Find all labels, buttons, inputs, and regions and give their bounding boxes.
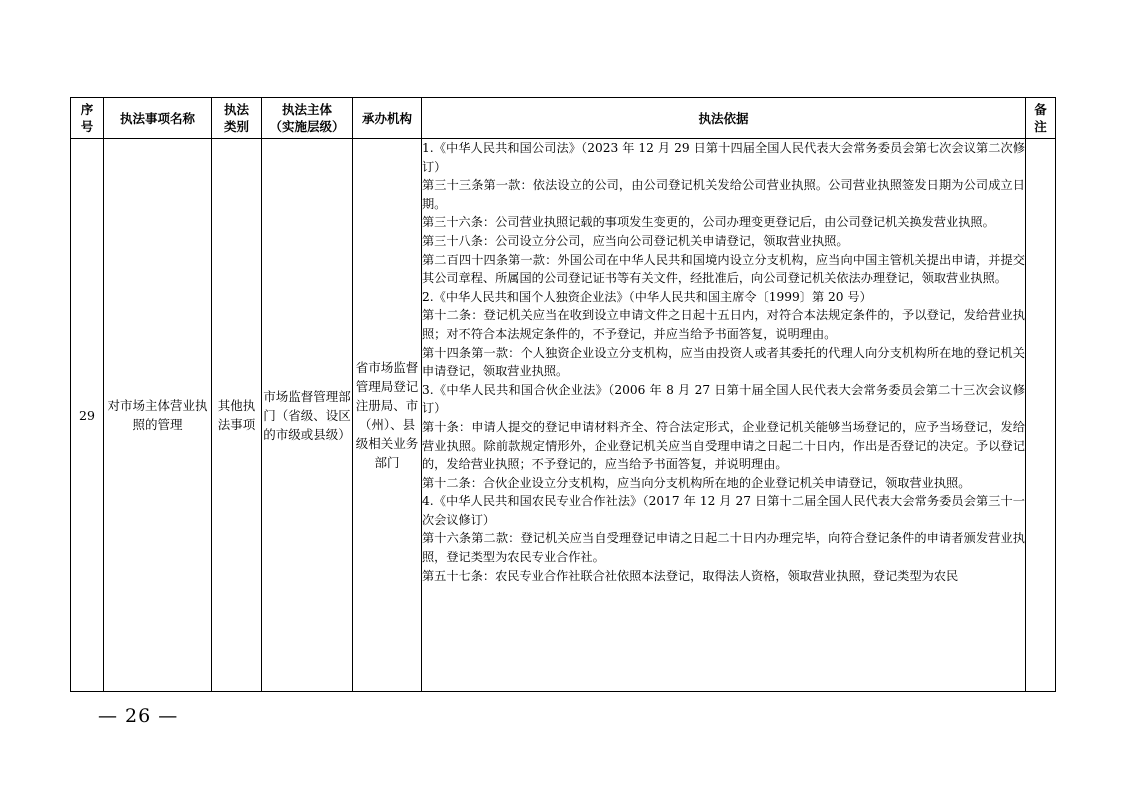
cell-index: 29: [71, 139, 104, 692]
law-clause: 第三十三条第一款：依法设立的公司，由公司登记机关发给公司营业执照。公司营业执照签发日期为公司成立日期。: [422, 178, 1025, 211]
header-row: [71, 98, 1056, 139]
cell-agency: 省市场监督管理局登记注册局、市（州）、县级相关业务部门: [353, 139, 422, 692]
header-subject-main: 执法主体: [281, 102, 332, 117]
law-clause: 第十六条第二款：登记机关应当自受理登记申请之日起二十日内办理完毕，向符合登记条件的申请者颁发营业执照，登记类型为农民专业合作社。: [422, 531, 1025, 565]
header-category: 执法类别: [212, 98, 262, 139]
header-subject: [262, 98, 353, 139]
law-clause: 第十条：申请人提交的登记申请材料齐全、符合法定形式，企业登记机关能够当场登记的，应予当场登记，发给营业执照。除前款规定情形外，企业登记机关应当自受理申请之日起二十日内，作出是否登记的决定。予以登记的，发给营业执照；不予登记的，应当给予书面答复，并说明理由。: [422, 419, 1025, 472]
cell-subject: 市场监督管理部门（省级、设区的市级或县级）: [262, 139, 353, 692]
header-agency: 承办机构: [353, 98, 422, 139]
cell-item-name: 对市场主体营业执照的管理: [104, 139, 212, 692]
law-clause: 第三十八条：公司设立分公司，应当向公司登记机关申请登记，领取营业执照。: [422, 233, 849, 248]
header-index: 序号: [71, 98, 104, 139]
page-number: — 26 —: [98, 705, 179, 727]
basis-content: [422, 139, 1025, 689]
header-basis: 执法依据: [422, 98, 1026, 139]
cell-category: 其他执法事项: [212, 139, 262, 692]
law-clause: 第三十六条：公司营业执照记载的事项发生变更的，公司办理变更登记后，由公司登记机关换发营业执照。: [422, 215, 995, 230]
law-clause: 第十二条：合伙企业设立分支机构，应当向分支机构所在地的企业登记机关申请登记，领取营业执照。: [422, 475, 971, 490]
law-clause: 第二百四十四条第一款：外国公司在中华人民共和国境内设立分支机构，应当向中国主管机关提出申请，并提交其公司章程、所属国的公司登记证书等有关文件，经批准后，向公司登记机关依法办理登记，领取营业执照。: [422, 252, 1025, 286]
cell-basis: [422, 139, 1026, 692]
cell-remarks: [1026, 139, 1056, 692]
header-remarks: 备注: [1026, 98, 1056, 139]
law-clause: 第十四条第一款：个人独资企业设立分支机构，应当由投资人或者其委托的代理人向分支机构所在地的登记机关申请登记，领取营业执照。: [422, 345, 1025, 379]
header-subject-sub: （实施层级）: [269, 119, 345, 134]
law-title: 4.《中华人民共和国农民专业合作社法》（2017 年 12 月 27 日第十二届全国人民代表大会常务委员会第三十一次会议修订）: [422, 494, 1025, 527]
law-title: 1.《中华人民共和国公司法》（2023 年 12 月 29 日第十四届全国人民代表大会常务委员会第七次会议第二次修订）: [422, 141, 1025, 174]
law-title: 3.《中华人民共和国合伙企业法》（2006 年 8 月 27 日第十届全国人民代表大会常务委员会第二十三次会议修订）: [422, 382, 1025, 416]
enforcement-table: [70, 97, 1056, 692]
law-title: 2.《中华人民共和国个人独资企业法》（中华人民共和国主席令〔1999〕第 20 号）: [422, 289, 872, 304]
table-row: [71, 139, 1056, 692]
header-item-name: 执法事项名称: [104, 98, 212, 139]
law-clause: 第十二条：登记机关应当在收到设立申请文件之日起十五日内，对符合本法规定条件的，予以登记，发给营业执照；对不符合本法规定条件的，不予登记，并应当给予书面答复，说明理由。: [422, 308, 1025, 341]
law-clause: 第五十七条：农民专业合作社联合社依照本法登记，取得法人资格，领取营业执照，登记类型为农民: [422, 568, 959, 583]
